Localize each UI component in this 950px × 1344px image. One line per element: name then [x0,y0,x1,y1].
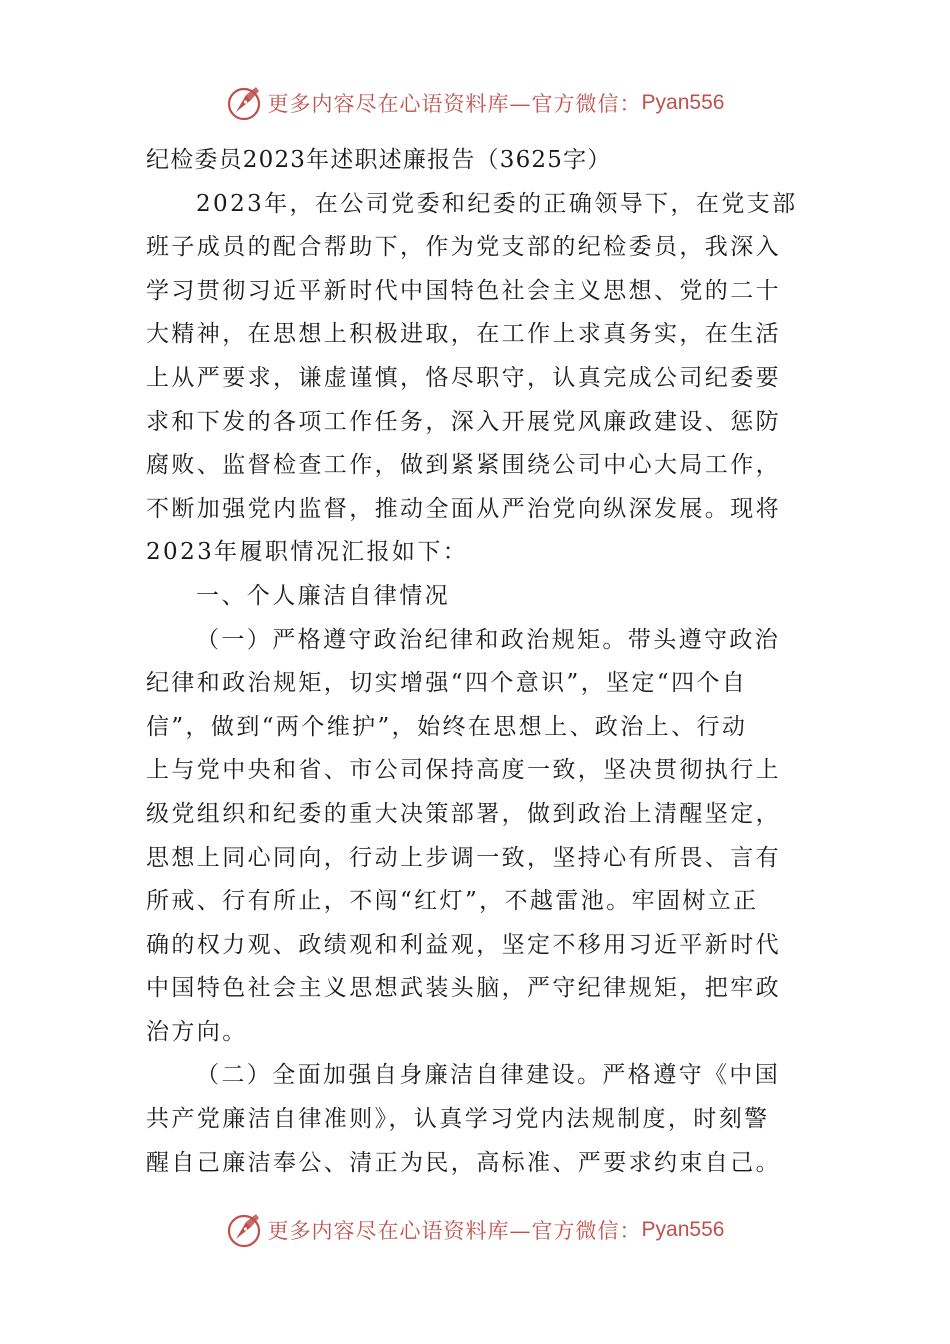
header-wechat-id: Pyan556 [641,91,725,114]
paragraph-line: 级党组织和纪委的重大决策部署，做到政治上清醒坚定， [146,800,781,827]
pen-nib-icon [226,1210,266,1250]
section-heading: 一、个人廉洁自律情况 [196,582,450,609]
paragraph-line: 2023年，在公司党委和纪委的正确领导下，在党支部 [196,190,798,217]
paragraph-line: 上与党中央和省、市公司保持高度一致，坚决贯彻执行上 [146,757,781,784]
document-title: 纪检委员2023年述职述廉报告（3625字） [146,147,612,173]
document-body [146,139,810,1185]
paragraph-line: 醒自己廉洁奉公、清正为民，高标准、严要求约束自己。 [146,1149,781,1176]
paragraph-line: 所戒、行有所止，不闯“红灯”，不越雷池。牢固树立正 [146,888,759,915]
paragraph-line: 腐败、监督检查工作，做到紧紧围绕公司中心大局工作， [146,452,781,479]
paragraph-line: 班子成员的配合帮助下，作为党支部的纪检委员，我深入 [146,234,781,261]
paragraph-line: 不断加强党内监督，推动全面从严治党向纵深发展。现将 [146,495,781,522]
paragraph-line: （一）严格遵守政治纪律和政治规矩。带头遵守政治 [196,626,781,653]
header-banner-text: 更多内容尽在心语资料库—官方微信： [267,92,642,116]
paragraph-line: 2023年履职情况汇报如下： [146,539,469,566]
footer-wechat-id: Pyan556 [641,1218,725,1241]
paragraph-line: 共产党廉洁自律准则》，认真学习党内法规制度，时刻警 [146,1106,770,1133]
paragraph-line: 学习贯彻习近平新时代中国特色社会主义思想、党的二十 [146,277,781,304]
header-banner [0,81,950,125]
paragraph-line: 思想上同心同向，行动上步调一致，坚持心有所畏、言有 [146,844,781,871]
paragraph-line: 求和下发的各项工作任务，深入开展党风廉政建设、惩防 [146,408,781,435]
pen-nib-icon [226,83,266,123]
paragraph-line: 治方向。 [146,1018,248,1045]
paragraph-line: 确的权力观、政绩观和利益观，坚定不移用习近平新时代 [146,931,781,958]
footer-banner [0,1208,950,1252]
paragraph-line: 上从严要求，谦虚谨慎，恪尽职守，认真完成公司纪委要 [146,364,781,391]
paragraph-line: 中国特色社会主义思想武装头脑，严守纪律规矩，把牢政 [146,975,781,1002]
footer-banner-text: 更多内容尽在心语资料库—官方微信： [267,1219,642,1243]
paragraph-line: 信”，做到“两个维护”，始终在思想上、政治上、行动 [146,713,748,740]
paragraph-line: 大精神，在思想上积极进取，在工作上求真务实，在生活 [146,321,781,348]
paragraph-line: 纪律和政治规矩，切实增强“四个意识”，坚定“四个自 [146,670,748,697]
paragraph-line: （二）全面加强自身廉洁自律建设。严格遵守《中国 [196,1062,781,1089]
